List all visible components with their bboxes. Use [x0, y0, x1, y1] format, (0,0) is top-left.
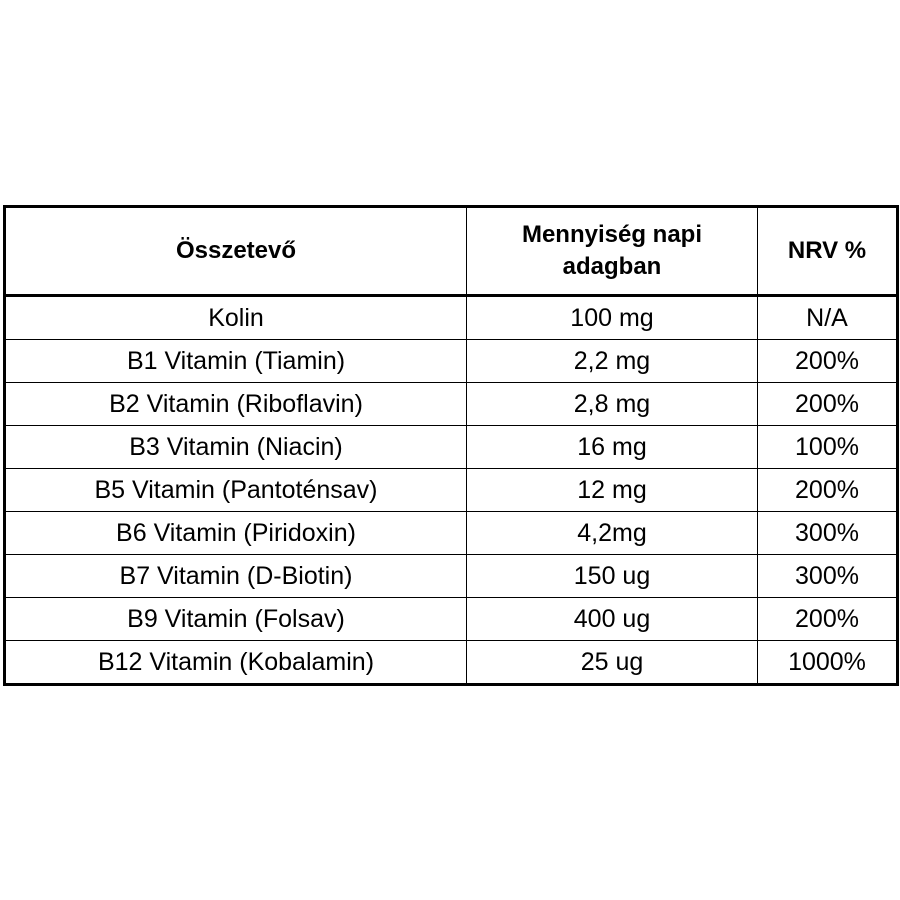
nrv-cell: 1000%: [758, 641, 898, 685]
table-row: [5, 296, 898, 340]
nrv-cell: 200%: [758, 469, 898, 512]
amount-cell: 400 ug: [467, 598, 758, 641]
nrv-cell: 200%: [758, 383, 898, 426]
table-row: [5, 512, 898, 555]
amount-cell: 100 mg: [467, 296, 758, 340]
nrv-cell: N/A: [758, 296, 898, 340]
nutrition-table: [3, 205, 899, 686]
nrv-cell: 200%: [758, 598, 898, 641]
table-row: [5, 383, 898, 426]
header-nrv: NRV %: [758, 207, 898, 296]
amount-cell: 2,8 mg: [467, 383, 758, 426]
header-amount: Mennyiség napi adagban: [467, 207, 758, 296]
table-row: [5, 469, 898, 512]
ingredient-cell: B7 Vitamin (D-Biotin): [5, 555, 467, 598]
header-ingredient: Összetevő: [5, 207, 467, 296]
ingredient-cell: B12 Vitamin (Kobalamin): [5, 641, 467, 685]
ingredient-cell: B6 Vitamin (Piridoxin): [5, 512, 467, 555]
amount-cell: 150 ug: [467, 555, 758, 598]
table-row: [5, 555, 898, 598]
nutrition-table-container: [3, 205, 896, 686]
amount-cell: 4,2mg: [467, 512, 758, 555]
table-header-row: [5, 207, 898, 296]
nrv-cell: 300%: [758, 512, 898, 555]
amount-cell: 16 mg: [467, 426, 758, 469]
amount-cell: 2,2 mg: [467, 340, 758, 383]
table-row: [5, 641, 898, 685]
nrv-cell: 200%: [758, 340, 898, 383]
ingredient-cell: Kolin: [5, 296, 467, 340]
ingredient-cell: B1 Vitamin (Tiamin): [5, 340, 467, 383]
ingredient-cell: B9 Vitamin (Folsav): [5, 598, 467, 641]
table-row: [5, 426, 898, 469]
ingredient-cell: B3 Vitamin (Niacin): [5, 426, 467, 469]
amount-cell: 25 ug: [467, 641, 758, 685]
table-row: [5, 598, 898, 641]
ingredient-cell: B2 Vitamin (Riboflavin): [5, 383, 467, 426]
amount-cell: 12 mg: [467, 469, 758, 512]
ingredient-cell: B5 Vitamin (Pantoténsav): [5, 469, 467, 512]
nrv-cell: 300%: [758, 555, 898, 598]
table-row: [5, 340, 898, 383]
nrv-cell: 100%: [758, 426, 898, 469]
